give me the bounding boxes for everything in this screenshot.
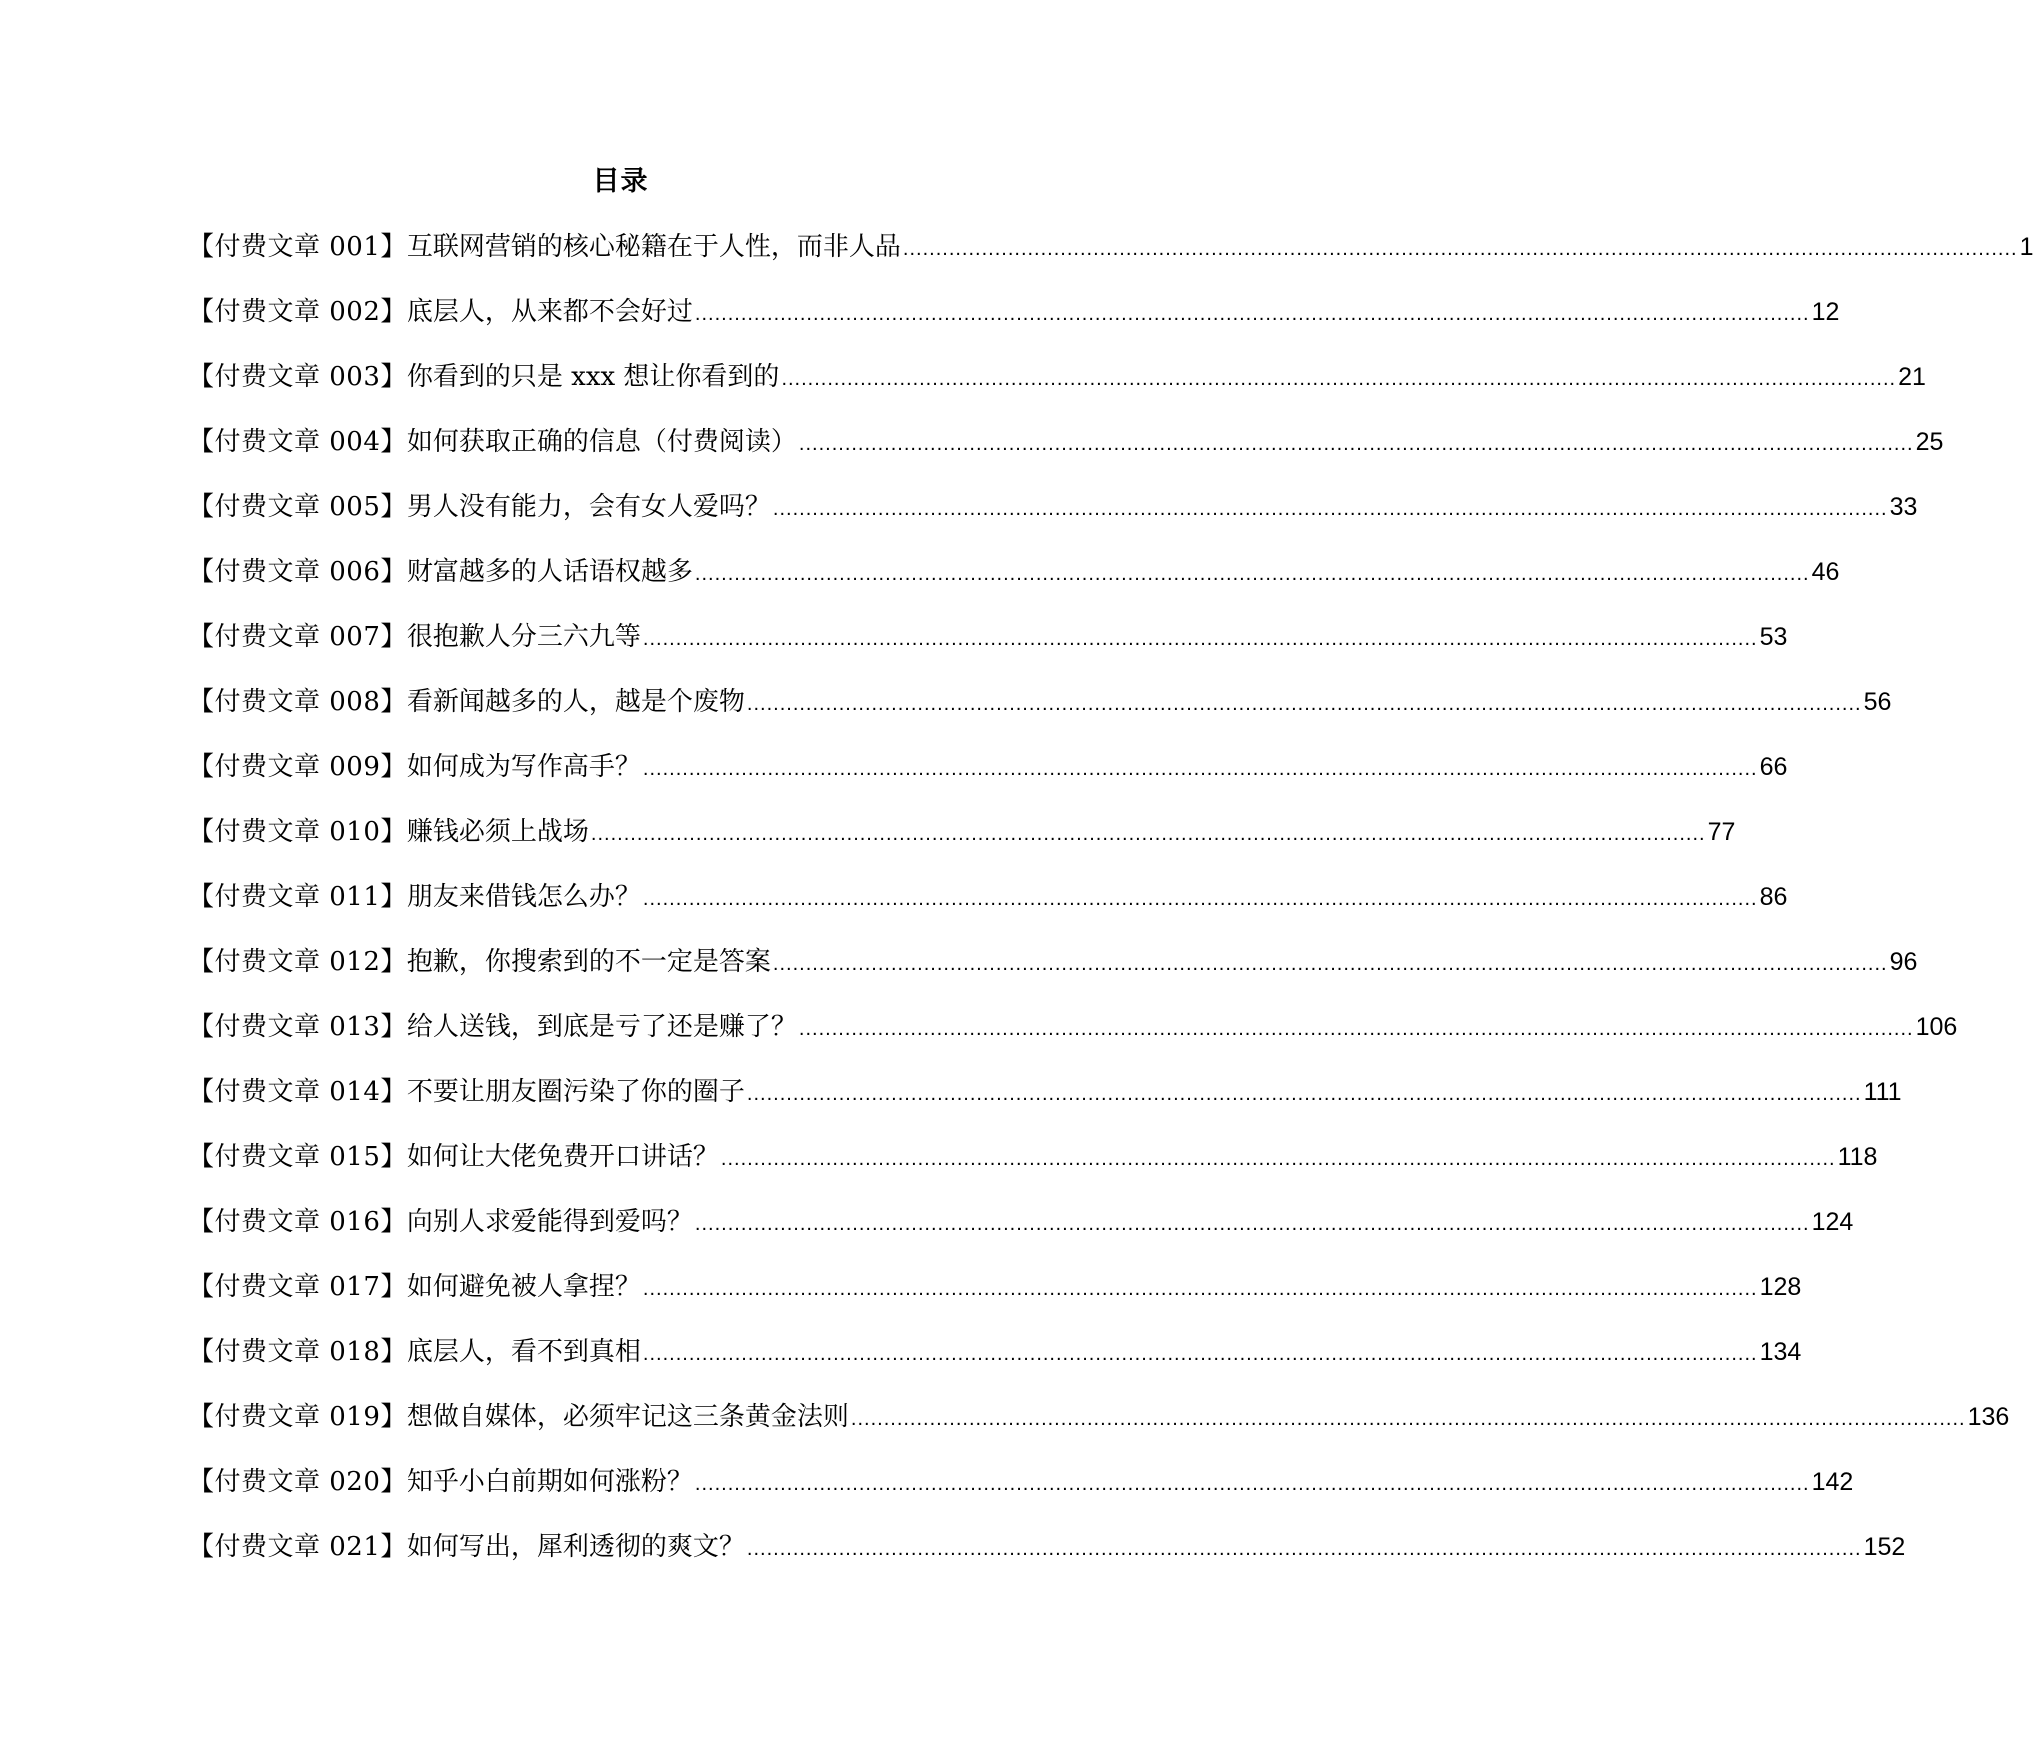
toc-dot-leader bbox=[643, 879, 1758, 919]
page-title: 目录 bbox=[592, 166, 649, 197]
toc-entry-number: 【付费文章 019】 bbox=[188, 1402, 407, 1432]
toc-entry-004[interactable] bbox=[188, 422, 1944, 487]
toc-dot-leader bbox=[721, 1139, 1836, 1179]
toc-entry-number: 【付费文章 013】 bbox=[188, 1012, 407, 1042]
toc-entry-017[interactable] bbox=[188, 1267, 1802, 1332]
toc-entry-008[interactable] bbox=[188, 682, 1892, 747]
toc-entry-007[interactable] bbox=[188, 617, 1788, 682]
toc-entry-title: 如何避免被人拿捏？ bbox=[406, 1272, 641, 1302]
toc-dot-leader bbox=[773, 489, 1888, 529]
toc-entry-012[interactable] bbox=[188, 942, 1918, 1007]
toc-entry-title: 向别人求爱能得到爱吗？ bbox=[406, 1207, 693, 1237]
toc-entry-015[interactable] bbox=[188, 1137, 1878, 1202]
toc-entry-title: 底层人，看不到真相 bbox=[406, 1337, 641, 1367]
toc-entry-number: 【付费文章 002】 bbox=[188, 297, 407, 327]
toc-entry-title: 如何成为写作高手？ bbox=[406, 752, 641, 782]
toc-entry-page: 53 bbox=[1759, 623, 1788, 651]
toc-entry-number: 【付费文章 017】 bbox=[188, 1272, 407, 1302]
toc-entry-001[interactable] bbox=[188, 227, 2033, 292]
toc-dot-leader bbox=[851, 1399, 1966, 1439]
toc-entry-number: 【付费文章 004】 bbox=[188, 427, 407, 457]
toc-entry-page: 96 bbox=[1889, 948, 1918, 976]
toc-entry-002[interactable] bbox=[188, 292, 1840, 357]
table-of-contents bbox=[188, 227, 2033, 1592]
toc-entry-018[interactable] bbox=[188, 1332, 1802, 1397]
toc-entry-page: 25 bbox=[1915, 428, 1944, 456]
toc-entry-title: 知乎小白前期如何涨粉？ bbox=[406, 1467, 693, 1497]
toc-entry-020[interactable] bbox=[188, 1462, 1854, 1527]
toc-entry-010[interactable] bbox=[188, 812, 1736, 877]
toc-entry-009[interactable] bbox=[188, 747, 1788, 812]
toc-entry-number: 【付费文章 014】 bbox=[188, 1077, 407, 1107]
toc-entry-page: 12 bbox=[1811, 298, 1840, 326]
toc-dot-leader bbox=[747, 1529, 1862, 1569]
toc-entry-title: 抱歉，你搜索到的不一定是答案 bbox=[406, 947, 771, 977]
toc-entry-title: 不要让朋友圈污染了你的圈子 bbox=[406, 1077, 745, 1107]
toc-entry-number: 【付费文章 020】 bbox=[188, 1467, 407, 1497]
toc-entry-page: 1 bbox=[2019, 233, 2033, 261]
toc-dot-leader bbox=[773, 944, 1888, 984]
toc-entry-title: 底层人，从来都不会好过 bbox=[406, 297, 693, 327]
toc-entry-page: 46 bbox=[1811, 558, 1840, 586]
toc-dot-leader bbox=[695, 294, 1810, 334]
toc-entry-title: 互联网营销的核心秘籍在于人性，而非人品 bbox=[406, 232, 901, 262]
toc-dot-leader bbox=[643, 1269, 1758, 1309]
toc-entry-page: 86 bbox=[1759, 883, 1788, 911]
toc-dot-leader bbox=[643, 749, 1758, 789]
toc-entry-016[interactable] bbox=[188, 1202, 1854, 1267]
toc-entry-number: 【付费文章 012】 bbox=[188, 947, 407, 977]
toc-entry-title: 如何让大佬免费开口讲话？ bbox=[406, 1142, 719, 1172]
toc-entry-page: 111 bbox=[1863, 1078, 1902, 1106]
toc-entry-number: 【付费文章 011】 bbox=[188, 882, 407, 912]
toc-entry-005[interactable] bbox=[188, 487, 1918, 552]
toc-entry-title: 如何获取正确的信息（付费阅读） bbox=[406, 427, 797, 457]
toc-dot-leader bbox=[903, 229, 2018, 269]
toc-entry-title: 朋友来借钱怎么办？ bbox=[406, 882, 641, 912]
toc-entry-title: 给人送钱，到底是亏了还是赚了？ bbox=[406, 1012, 797, 1042]
toc-entry-011[interactable] bbox=[188, 877, 1788, 942]
toc-entry-title: 看新闻越多的人，越是个废物 bbox=[406, 687, 745, 717]
toc-entry-number: 【付费文章 016】 bbox=[188, 1207, 407, 1237]
toc-entry-number: 【付费文章 010】 bbox=[188, 817, 407, 847]
toc-dot-leader bbox=[799, 1009, 1914, 1049]
toc-entry-006[interactable] bbox=[188, 552, 1840, 617]
toc-entry-title: 男人没有能力，会有女人爱吗？ bbox=[406, 492, 771, 522]
toc-entry-page: 21 bbox=[1898, 363, 1926, 391]
toc-dot-leader bbox=[781, 359, 1896, 399]
toc-entry-page: 124 bbox=[1811, 1208, 1854, 1236]
toc-entry-title: 如何写出，犀利透彻的爽文？ bbox=[406, 1532, 745, 1562]
toc-entry-title: 你看到的只是 xxx 想让你看到的 bbox=[406, 362, 780, 392]
toc-entry-021[interactable] bbox=[188, 1527, 1906, 1592]
toc-entry-number: 【付费文章 003】 bbox=[188, 362, 407, 392]
toc-dot-leader bbox=[591, 814, 1706, 854]
toc-entry-page: 106 bbox=[1915, 1013, 1958, 1041]
toc-entry-003[interactable] bbox=[188, 357, 1926, 422]
toc-entry-page: 33 bbox=[1889, 493, 1918, 521]
toc-entry-title: 财富越多的人话语权越多 bbox=[406, 557, 693, 587]
toc-entry-number: 【付费文章 009】 bbox=[188, 752, 407, 782]
toc-entry-number: 【付费文章 001】 bbox=[188, 232, 407, 262]
toc-dot-leader bbox=[643, 1334, 1758, 1374]
toc-entry-number: 【付费文章 021】 bbox=[188, 1532, 407, 1562]
toc-entry-number: 【付费文章 005】 bbox=[188, 492, 407, 522]
toc-entry-page: 134 bbox=[1759, 1338, 1802, 1366]
toc-dot-leader bbox=[799, 424, 1914, 464]
toc-entry-number: 【付费文章 006】 bbox=[188, 557, 407, 587]
toc-dot-leader bbox=[695, 1204, 1810, 1244]
toc-entry-014[interactable] bbox=[188, 1072, 1902, 1137]
toc-entry-page: 152 bbox=[1863, 1533, 1906, 1561]
toc-entry-title: 很抱歉人分三六九等 bbox=[406, 622, 641, 652]
toc-entry-page: 56 bbox=[1863, 688, 1892, 716]
toc-entry-number: 【付费文章 008】 bbox=[188, 687, 407, 717]
toc-entry-number: 【付费文章 007】 bbox=[188, 622, 407, 652]
toc-entry-title: 赚钱必须上战场 bbox=[406, 817, 589, 847]
toc-entry-019[interactable] bbox=[188, 1397, 2010, 1462]
toc-entry-number: 【付费文章 018】 bbox=[188, 1337, 407, 1367]
toc-entry-013[interactable] bbox=[188, 1007, 1958, 1072]
toc-entry-page: 77 bbox=[1707, 818, 1736, 846]
toc-dot-leader bbox=[747, 684, 1862, 724]
toc-dot-leader bbox=[643, 619, 1758, 659]
toc-entry-number: 【付费文章 015】 bbox=[188, 1142, 407, 1172]
toc-entry-page: 118 bbox=[1837, 1143, 1878, 1171]
toc-entry-title: 想做自媒体，必须牢记这三条黄金法则 bbox=[406, 1402, 849, 1432]
toc-entry-page: 142 bbox=[1811, 1468, 1854, 1496]
toc-dot-leader bbox=[747, 1074, 1862, 1114]
toc-dot-leader bbox=[695, 1464, 1810, 1504]
toc-entry-page: 136 bbox=[1967, 1403, 2010, 1431]
toc-entry-page: 128 bbox=[1759, 1273, 1802, 1301]
toc-dot-leader bbox=[695, 554, 1810, 594]
toc-entry-page: 66 bbox=[1759, 753, 1788, 781]
